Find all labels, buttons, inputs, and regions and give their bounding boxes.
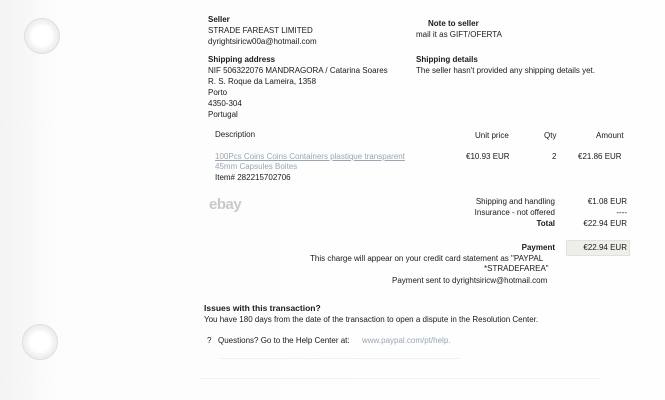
note-heading: Note to seller: [428, 19, 479, 28]
col-header-description: Description: [215, 130, 256, 139]
statement-line2: *STRADEFAREA": [484, 264, 549, 273]
shipping-address-line5: Portugal: [208, 110, 238, 119]
seller-heading: Seller: [208, 15, 230, 24]
col-header-amount: Amount: [596, 131, 624, 140]
insurance-label: Insurance - not offered: [474, 208, 555, 217]
shipping-details-heading: Shipping details: [416, 55, 478, 64]
ebay-logo: ebay: [209, 196, 242, 213]
col-header-unit-price: Unit price: [475, 131, 509, 140]
insurance-value: ----: [616, 208, 627, 217]
faint-line: [220, 358, 460, 359]
shipping-handling-label: Shipping and handling: [475, 197, 555, 206]
item-title-link[interactable]: 100Pcs Coins Coins Containers plastique transparent: [215, 152, 405, 161]
shipping-handling-value: €1.08 EUR: [587, 197, 627, 206]
item-title-line2: 45mm Capsules Boites: [215, 162, 298, 171]
shipping-address-line2: R. S. Roque da Lameira, 1358: [208, 77, 317, 86]
col-header-qty: Qty: [544, 131, 557, 140]
shipping-address-line3: Porto: [208, 88, 228, 97]
seller-email: dyrightsiricw00a@hotmail.com: [208, 37, 317, 46]
item-amount: €21.86 EUR: [578, 152, 622, 161]
total-value: €22.94 EUR: [583, 219, 627, 228]
help-question-icon: ?: [207, 336, 212, 345]
payment-value: €22.94 EUR: [583, 243, 627, 252]
shipping-address-heading: Shipping address: [208, 55, 276, 64]
faint-line: [200, 378, 600, 379]
statement-line1: This charge will appear on your credit card statement as "PAYPAL: [310, 254, 544, 263]
payment-sent-to: Payment sent to dyrightsiricw@hotmail.com: [392, 276, 548, 285]
shipping-address-line1: NIF 506322076 MANDRAGORA / Catarina Soares: [208, 66, 388, 75]
total-label: Total: [536, 219, 555, 228]
item-qty: 2: [552, 152, 557, 161]
punch-hole-top: [24, 18, 60, 54]
punch-hole-bottom: [22, 324, 58, 360]
shipping-details-text: The seller hasn't provided any shipping details yet.: [416, 66, 595, 75]
issues-heading: Issues with this transaction?: [204, 303, 321, 313]
item-number: Item# 282215702706: [215, 173, 291, 182]
shipping-address-line4: 4350-304: [208, 99, 242, 108]
seller-name: STRADE FAREAST LIMITED: [208, 26, 313, 35]
help-text: Questions? Go to the Help Center at:: [218, 336, 350, 345]
issues-text: You have 180 days from the date of the transaction to open a dispute in the Resolution Center.: [204, 315, 539, 324]
help-center-link[interactable]: www.paypal.com/pt/help.: [362, 336, 451, 345]
payment-label: Payment: [521, 243, 555, 252]
item-unit-price: €10.93 EUR: [466, 152, 510, 161]
note-text: mail it as GIFT/OFERTA: [416, 30, 502, 39]
